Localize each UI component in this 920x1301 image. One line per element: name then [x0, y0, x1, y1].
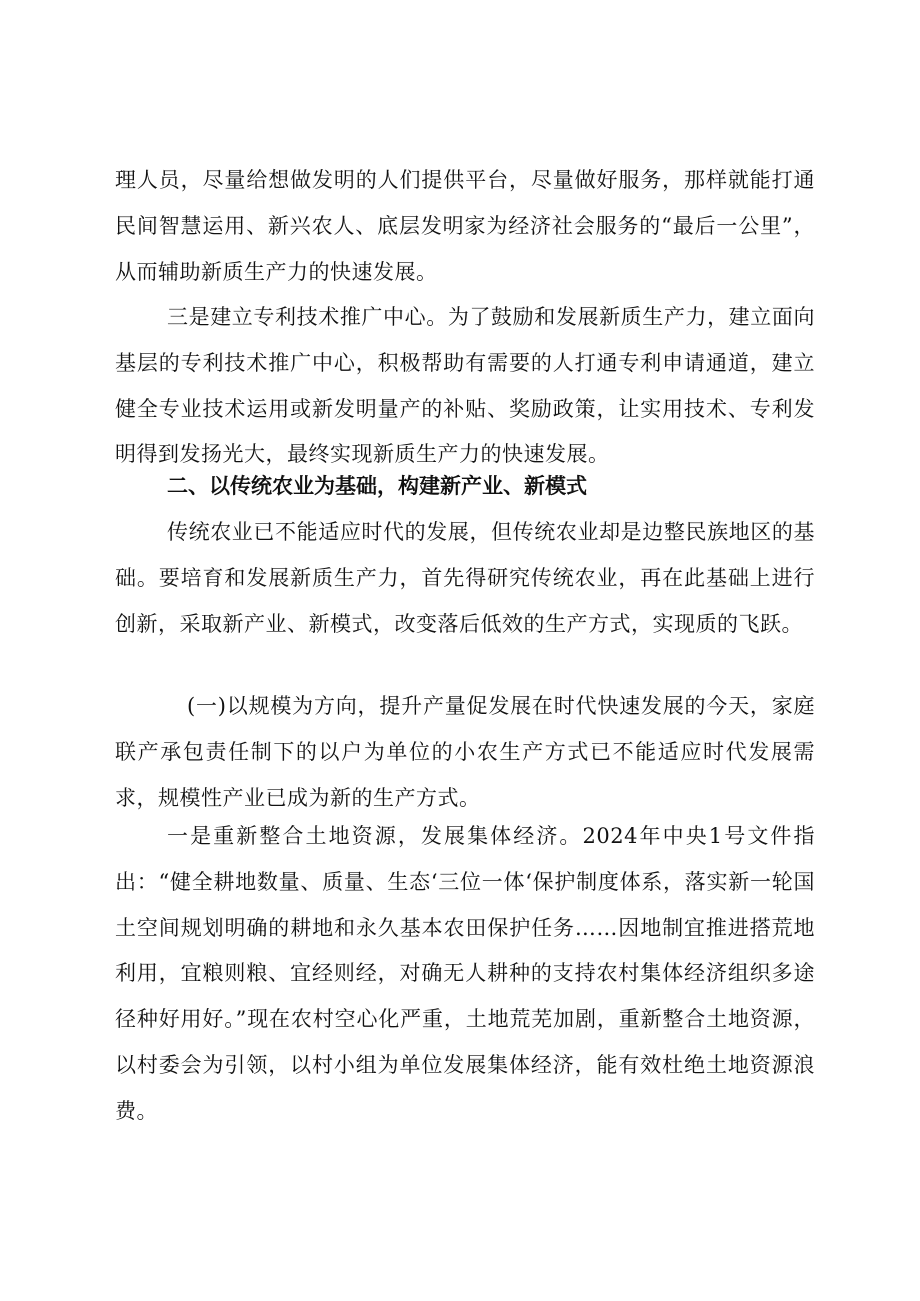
section-heading-2: 二、以传统农业为基础，构建新产业、新模式 — [167, 474, 587, 498]
paragraph-patent-center: 三是建立专利技术推广中心。为了鼓励和发展新质生产力，建立面向基层的专利技术推广中心，积极帮助有需要的人打通专利申请通道，建立健全专业技术运用或新发明量产的补贴、奖励政策，让实用技术、专利发明得到发扬光大，最终实现新质生产力的快速发展。 — [115, 305, 815, 467]
paragraph-subsection-1: (一)以规模为方向，提升产量促发展在时代快速发展的今天，家庭联产承包责任制下的以户为单位的小农生产方式已不能适应时代发展需求，规模性产业已成为新的生产方式。 — [115, 694, 815, 810]
paragraph-traditional-agriculture: 传统农业已不能适应时代的发展，但传统农业却是边整民族地区的基础。要培育和发展新质生产力，首先得研究传统农业，再在此基础上进行创新，采取新产业、新模式，改变落后低效的生产方式，实现质的飞跃。 — [115, 520, 815, 636]
paragraph-continuation: 理人员，尽量给想做发明的人们提供平台，尽量做好服务，那样就能打通民间智慧运用、新兴农人、底层发明家为经济社会服务的“最后一公里”，从而辅助新质生产力的快速发展。 — [115, 168, 815, 284]
paragraph-land-resources: 一是重新整合土地资源，发展集体经济。2024年中央1号文件指出：“健全耕地数量、质量、生态‘三位一体‘保护制度体系，落实新一轮国土空间规划明确的耕地和永久基本农田保护任务……因地制宜推进搭荒地利用，宜粮则粮、宜经则经，对确无人耕种的支持农村集体经济组织多途径种好用好。”现在农村空心化严重，土地荒芜加剧，重新整合土地资源，以村委会为引领，以村小组为单位发展集体经济，能有效杜绝土地资源浪费。 — [115, 824, 815, 1123]
